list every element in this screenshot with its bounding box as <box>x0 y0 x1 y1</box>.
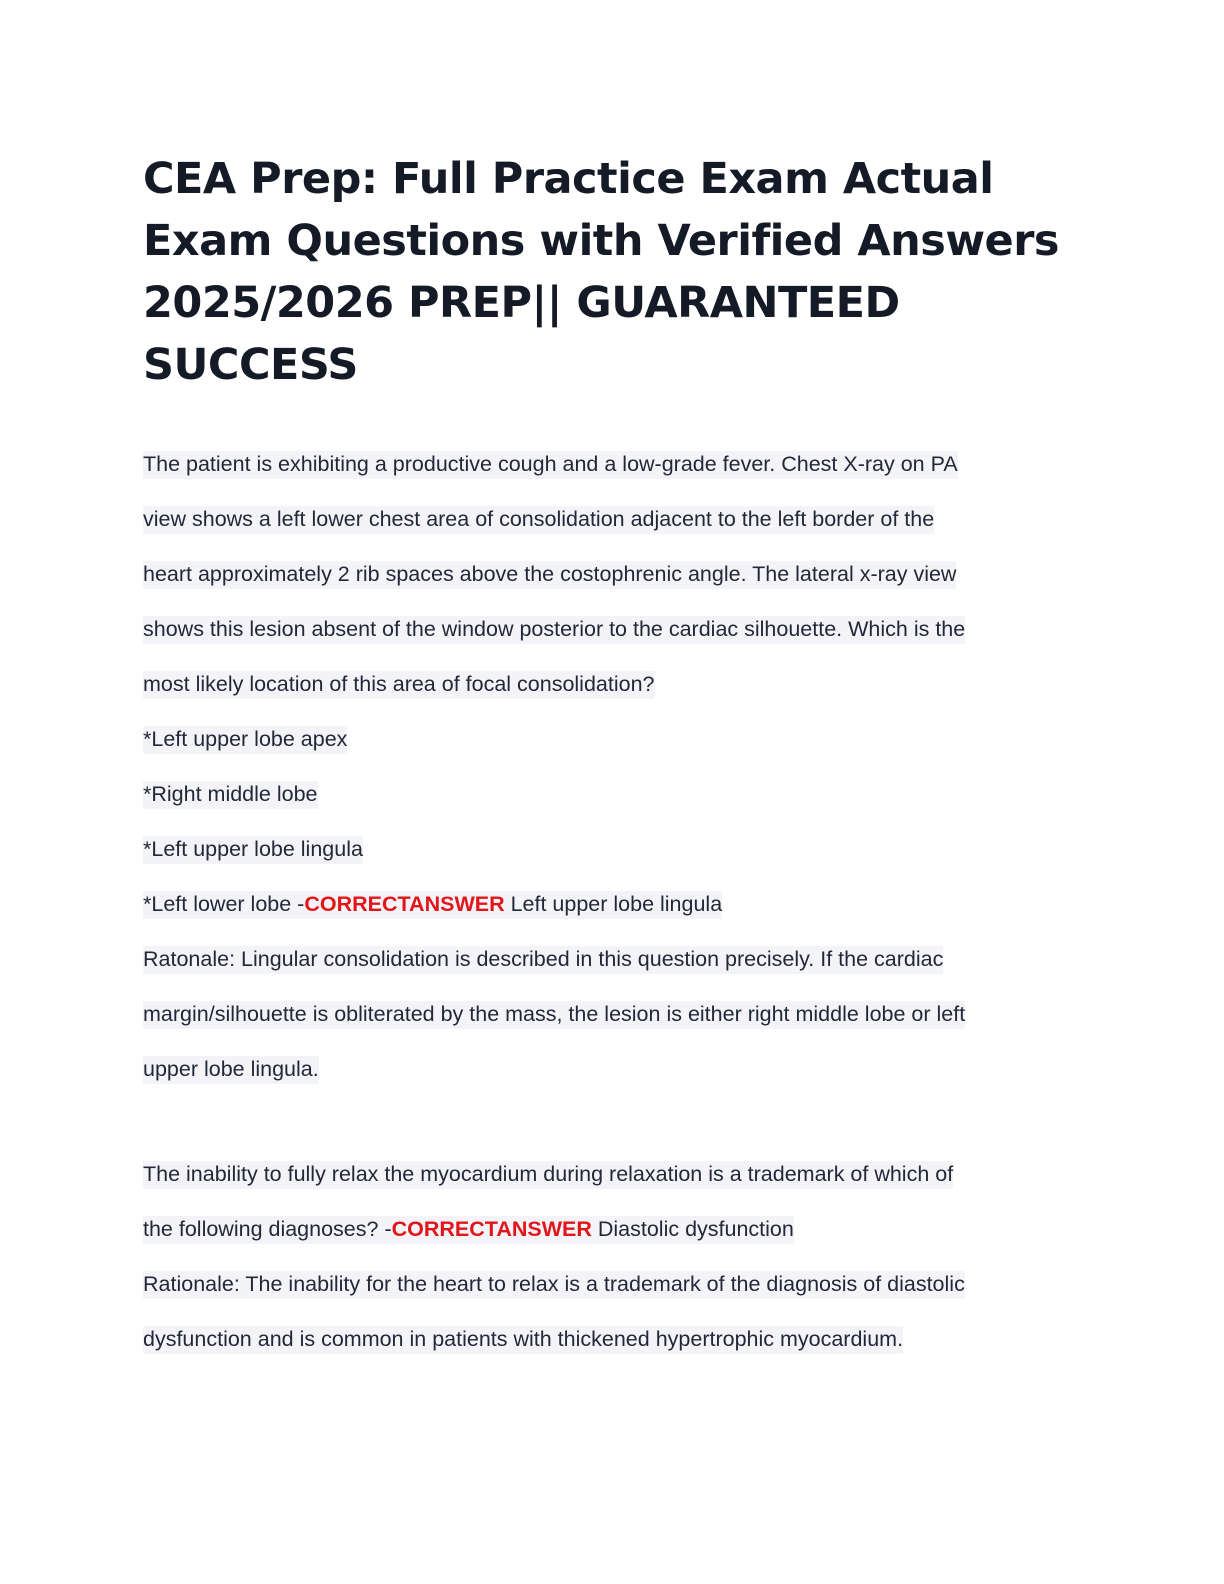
question-1-stem-line: most likely location of this area of focal consolidation? <box>143 668 1083 723</box>
answer-option: *Right middle lobe <box>143 778 1083 833</box>
correct-answer-text: Left upper lobe lingula <box>504 892 723 916</box>
correct-answer-label: CORRECTANSWER <box>304 892 505 916</box>
rationale-line: Rationale: The inability for the heart to relax is a trademark of the diagnosis of diastolic <box>143 1268 1083 1323</box>
correct-answer-text: Diastolic dysfunction <box>591 1217 794 1241</box>
answer-option: *Left upper lobe apex <box>143 723 1083 778</box>
answer-option-text: *Left lower lobe - <box>143 892 305 916</box>
answer-option-with-correct-answer <box>143 888 1083 943</box>
question-1-stem-line: The patient is exhibiting a productive cough and a low-grade fever. Chest X-ray on PA <box>143 448 1083 503</box>
question-2 <box>143 1158 1083 1378</box>
question-1-stem-line: heart approximately 2 rib spaces above the costophrenic angle. The lateral x-ray view <box>143 558 1083 613</box>
question-2-stem-line-with-answer <box>143 1213 1083 1268</box>
question-2-stem-text: the following diagnoses? - <box>143 1217 392 1241</box>
rationale-line: upper lobe lingula. <box>143 1053 1083 1108</box>
rationale-line: dysfunction and is common in patients with thickened hypertrophic myocardium. <box>143 1323 1083 1378</box>
question-1-stem-line: view shows a left lower chest area of consolidation adjacent to the left border of the <box>143 503 1083 558</box>
question-1 <box>143 448 1083 1108</box>
rationale-line: Ratonale: Lingular consolidation is described in this question precisely. If the cardiac <box>143 943 1083 998</box>
correct-answer-label: CORRECTANSWER <box>391 1217 592 1241</box>
question-2-stem-line: The inability to fully relax the myocardium during relaxation is a trademark of which of <box>143 1158 1083 1213</box>
answer-option: *Left upper lobe lingula <box>143 833 1083 888</box>
question-1-stem-line: shows this lesion absent of the window posterior to the cardiac silhouette. Which is the <box>143 613 1083 668</box>
document-title: CEA Prep: Full Practice Exam Actual Exam Questions with Verified Answers 2025/2026 PREP|| GUARANTEED SUCCESS <box>143 154 1060 390</box>
rationale-line: margin/silhouette is obliterated by the mass, the lesion is either right middle lobe or left <box>143 998 1083 1053</box>
